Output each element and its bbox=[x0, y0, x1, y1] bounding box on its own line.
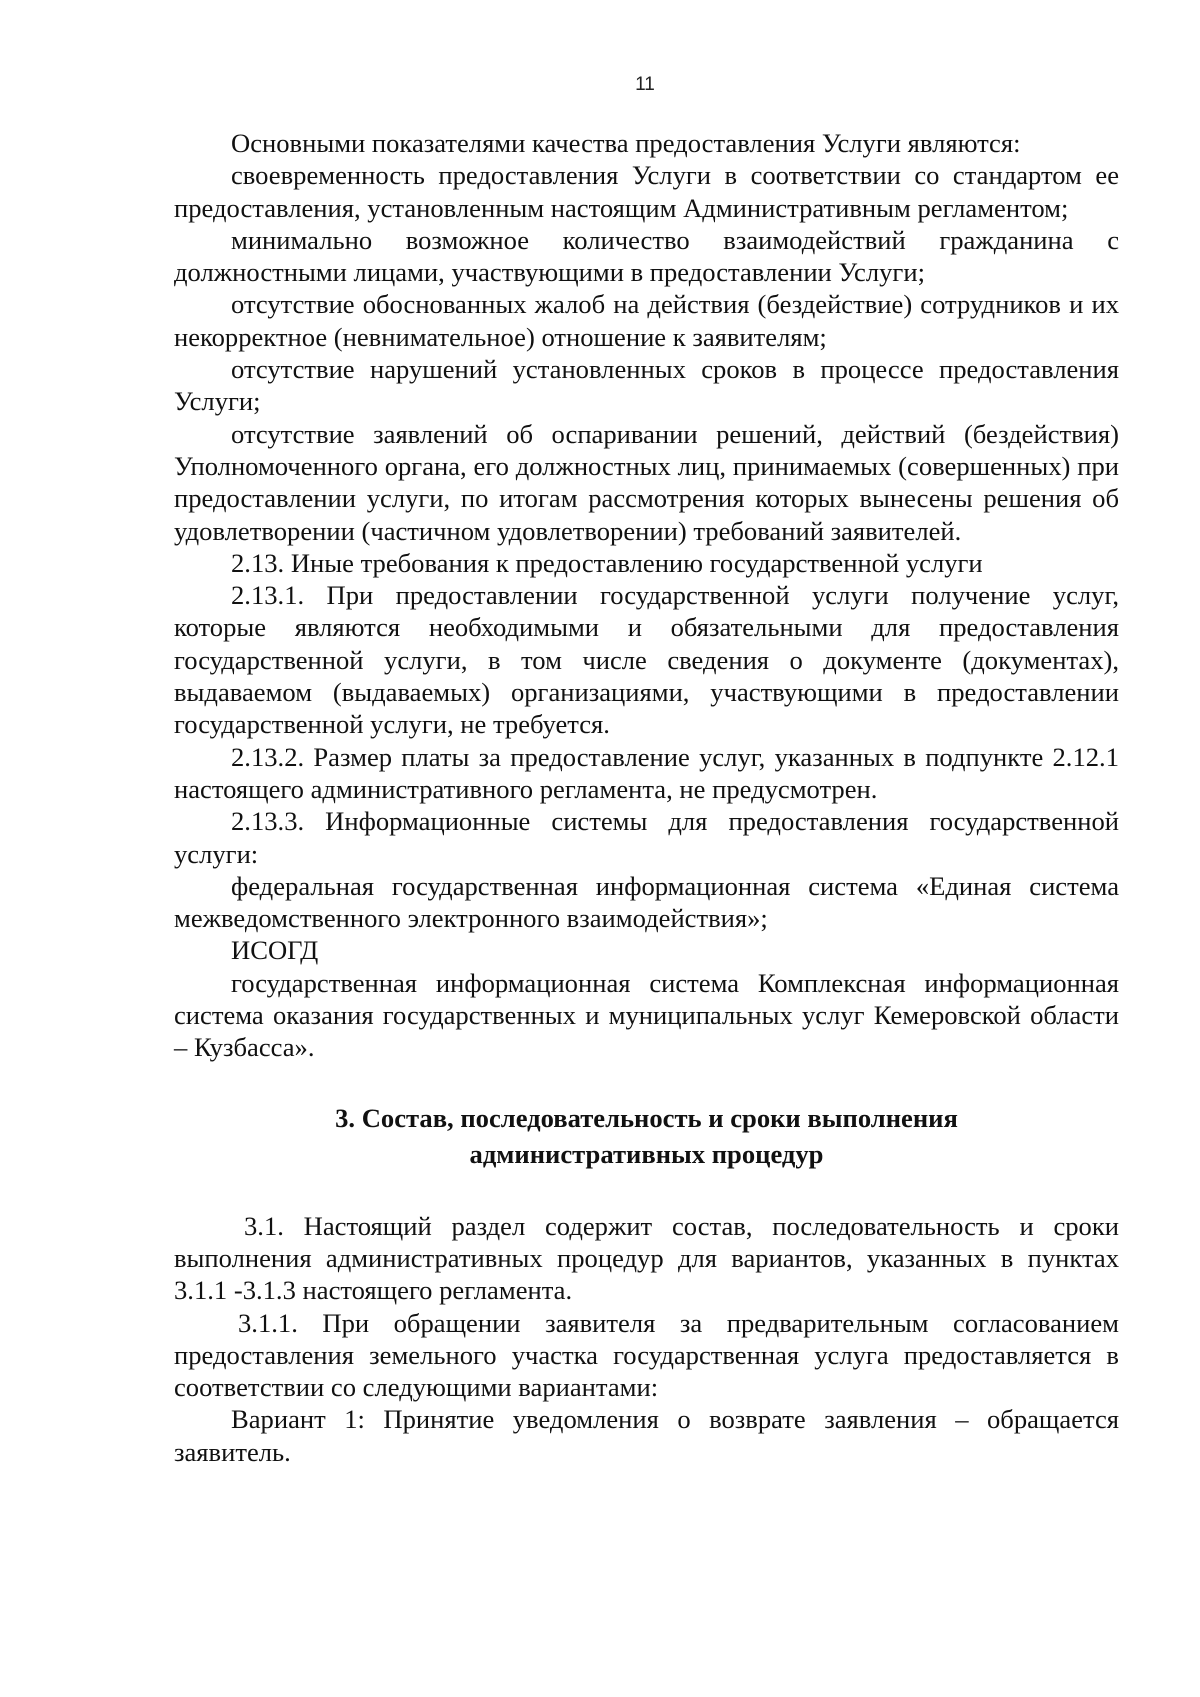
paragraph-quality-indicators: Основными показателями качества предоставления Услуги являются: bbox=[231, 128, 1021, 158]
section-3-heading-line-2: административных процедур bbox=[469, 1138, 824, 1169]
paragraph-no-deadline-violations: отсутствие нарушений установленных сроков в процессе предоставления Услуги; bbox=[174, 354, 1119, 417]
paragraph-isogd: ИСОГД bbox=[231, 935, 319, 966]
paragraph-section-2-13-1: 2.13.1. При предоставлении государственной услуги получение услуг, которые являются необходимыми и обязательными для предоставления государственной услуги, в том числе сведения о документе (документах), выдаваемом (выдаваемых) организациями, участвующими в предоставлении государственной услуги, не требуется. bbox=[174, 580, 1119, 740]
paragraph-no-disputes: отсутствие заявлений об оспаривании решений, действий (бездействия) Уполномоченного органа, его должностных лиц, принимаемых (совершенных) при предоставлении услуги, по итогам рассмотрения которых вынесены решения об удовлетворении (частичном удовлетворении) требований заявителей. bbox=[174, 418, 1119, 546]
paragraph-section-2-13-2: 2.13.2. Размер платы за предоставление услуг, указанных в подпункте 2.12.1 настоящего административного регламента, не предусмотрен. bbox=[174, 741, 1119, 804]
paragraph-section-3-1: 3.1. Настоящий раздел содержит состав, последовательность и сроки выполнения административных процедур для вариантов, указанных в пунктах 3.1.1 -3.1.3 настоящего регламента. bbox=[174, 1210, 1119, 1306]
section-3-heading bbox=[174, 1100, 1119, 1172]
paragraph-minimal-interactions: минимально возможное количество взаимодействий гражданина с должностными лицами, участвующими в предоставлении Услуги; bbox=[174, 224, 1119, 288]
paragraph-timeliness: своевременность предоставления Услуги в соответствии со стандартом ее предоставления, установленным настоящим Административным регламентом; bbox=[174, 160, 1119, 223]
paragraph-section-2-13: 2.13. Иные требования к предоставлению государственной услуги bbox=[231, 547, 983, 578]
paragraph-no-complaints: отсутствие обоснованных жалоб на действия (бездействие) сотрудников и их некорректное (невнимательное) отношение к заявителям; bbox=[174, 289, 1119, 352]
page-number: 11 bbox=[635, 74, 655, 95]
paragraph-smev: федеральная государственная информационная система «Единая система межведомственного электронного взаимодействия»; bbox=[174, 870, 1119, 934]
document-body bbox=[174, 127, 1119, 1468]
paragraph-section-3-1-1: 3.1.1. При обращении заявителя за предварительным согласованием предоставления земельного участка государственная услуга предоставляется в соответствии со следующими вариантами: bbox=[174, 1307, 1119, 1403]
section-3-heading-line-1: 3. Состав, последовательность и сроки выполнения bbox=[335, 1102, 958, 1133]
paragraph-section-2-13-3: 2.13.3. Информационные системы для предоставления государственной услуги: bbox=[174, 806, 1119, 869]
paragraph-variant-1: Вариант 1: Принятие уведомления о возврате заявления – обращается заявитель. bbox=[174, 1404, 1119, 1467]
paragraph-complex-is: государственная информационная система Комплексная информационная система оказания государственных и муниципальных услуг Кемеровской области – Кузбасса». bbox=[174, 967, 1119, 1063]
